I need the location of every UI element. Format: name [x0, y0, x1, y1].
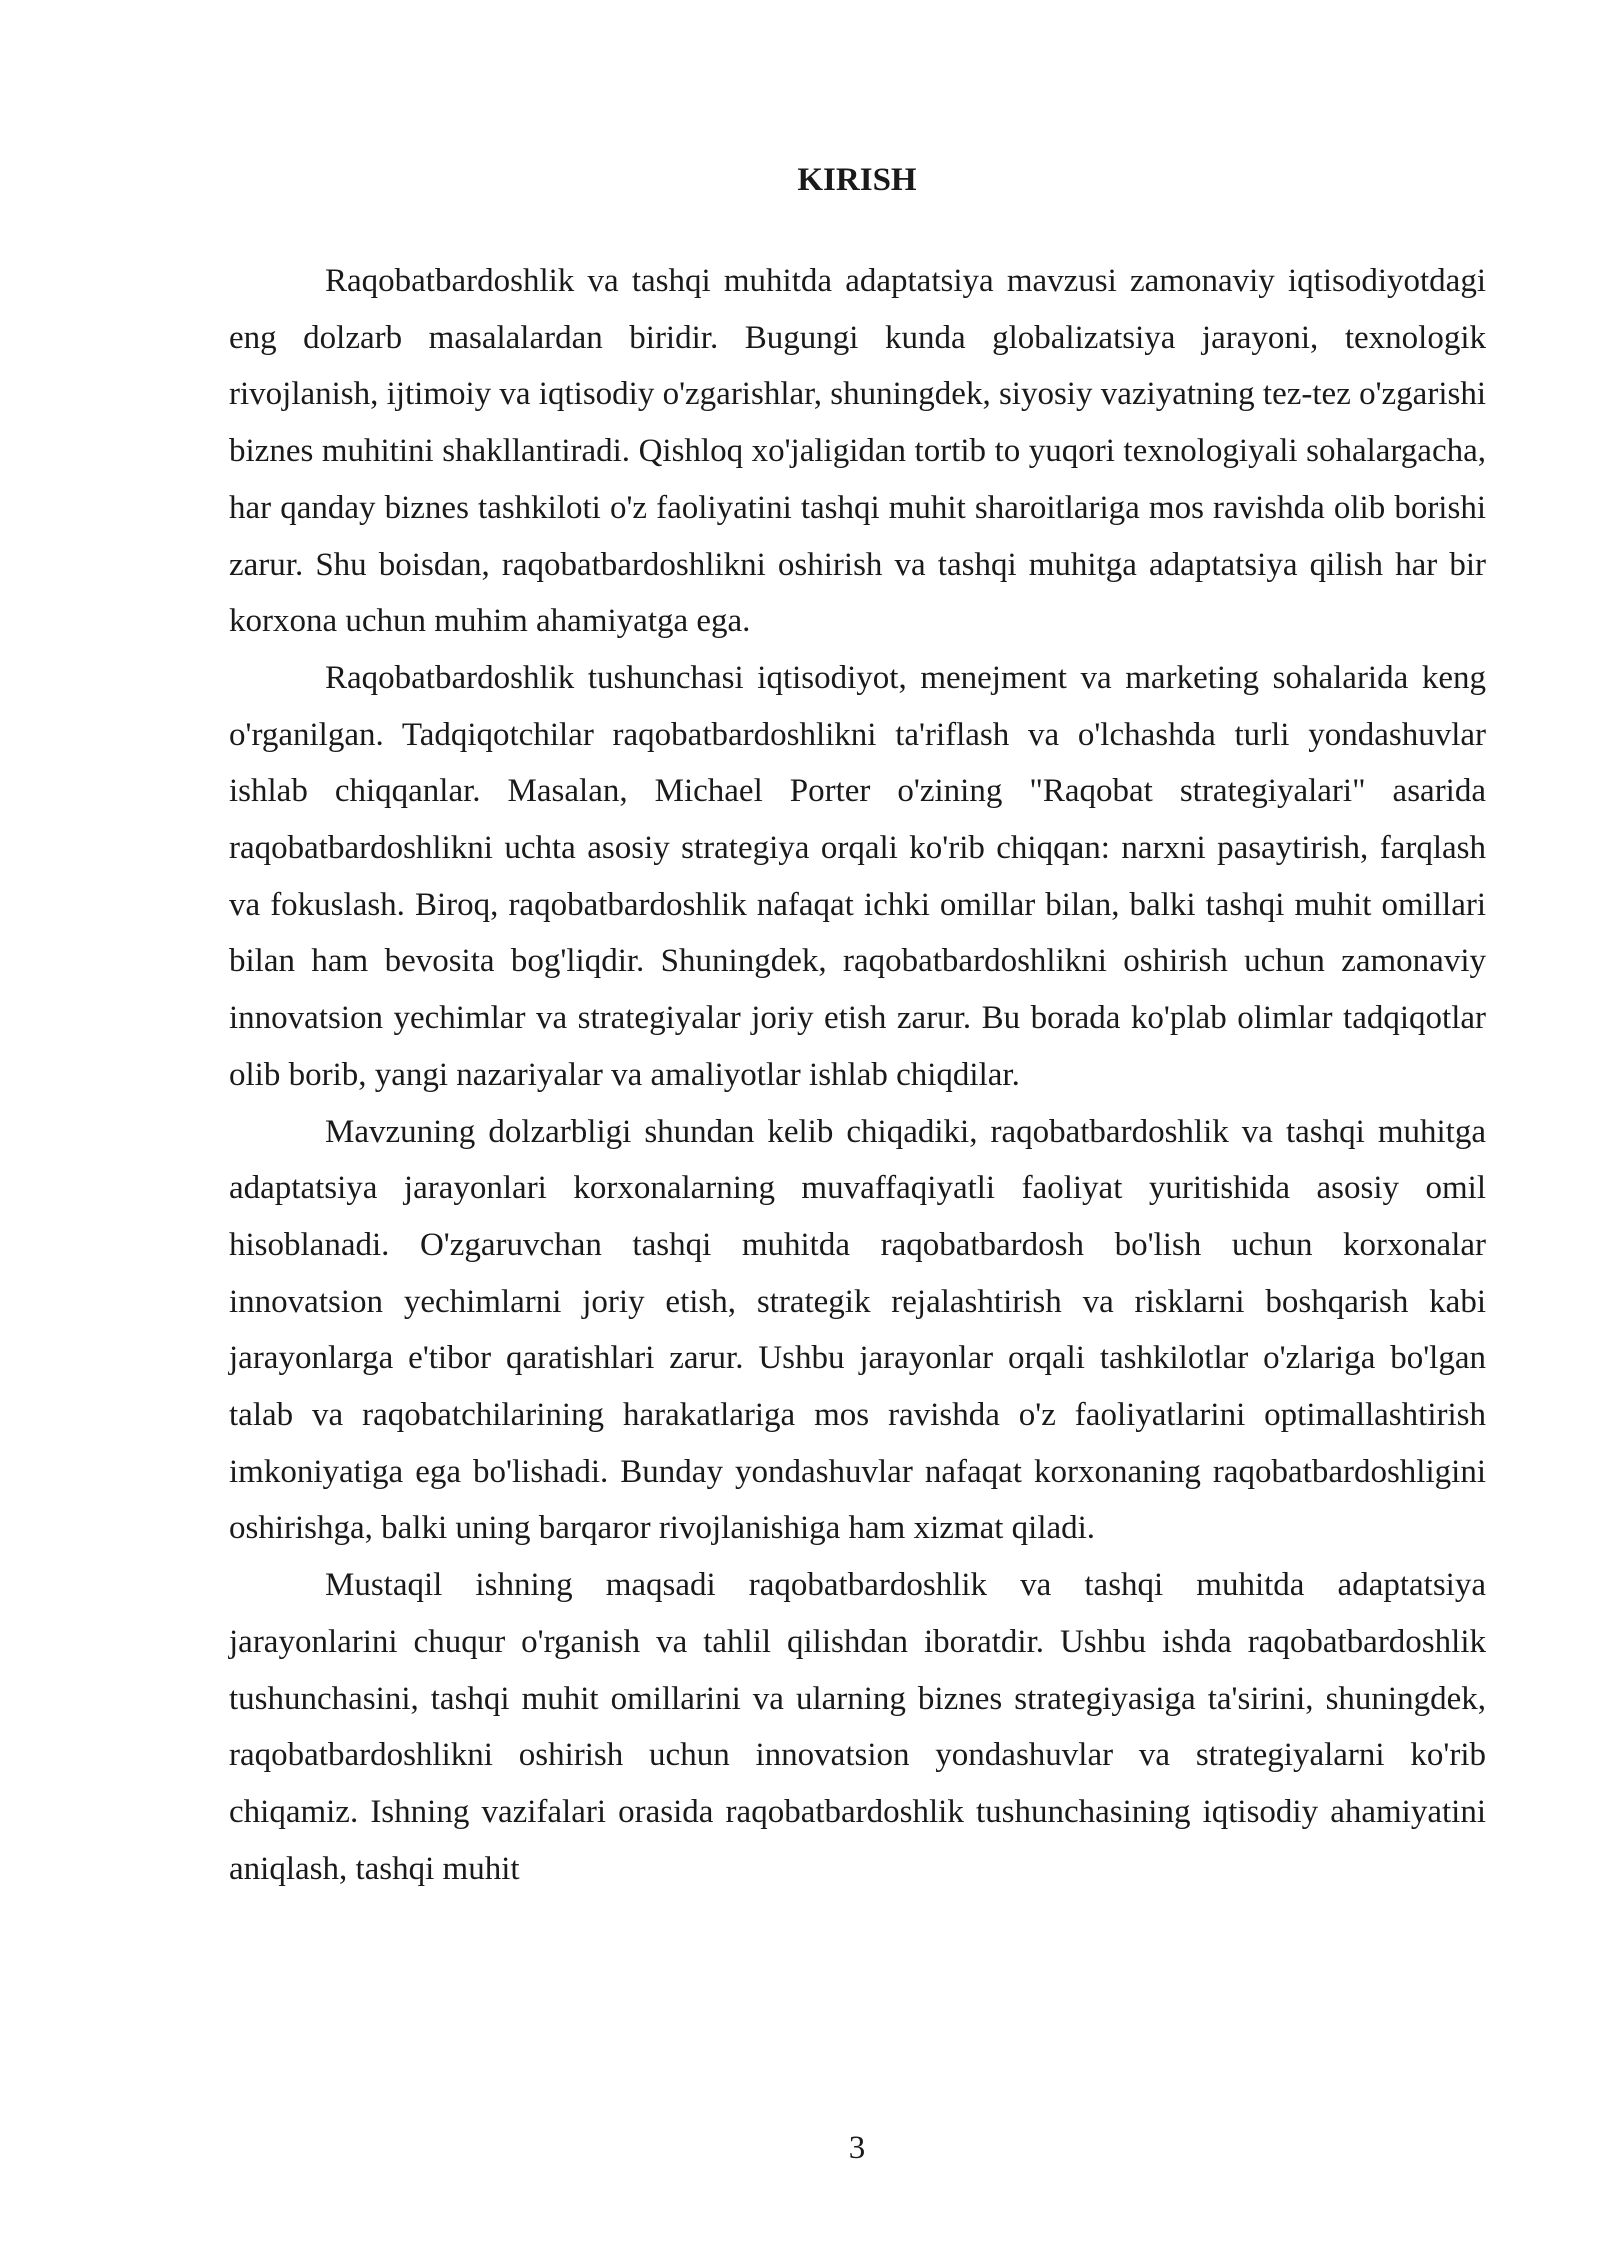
- section-heading: KIRISH: [797, 162, 917, 198]
- page-number: 3: [848, 2130, 866, 2166]
- paragraph-4: Mustaqil ishning maqsadi raqobatbardoshlik va tashqi muhitda adaptatsiya jarayonlarini chuqur o'rganish va tahlil qilishdan iboratdir. Ushbu ishda raqobatbardoshlik tushunchasini, tashqi muhit omillarini va ularning biznes strategiyasiga ta'sirini, shuningdek, raqobatbardoshlikni oshirish uchun innovatsion yondashuvlar va strategiyalarni ko'rib chiqamiz. Ishning vazifalari orasida raqobatbardoshlik tushunchasining iqtisodiy ahamiyatini aniqlash, tashqi muhit: [229, 1567, 1486, 1887]
- paragraph-2: Raqobatbardoshlik tushunchasi iqtisodiyot, menejment va marketing sohalarida keng o'rganilgan. Tadqiqotchilar raqobatbardoshlikni ta'riflash va o'lchashda turli yondashuvlar ishlab chiqqanlar. Masalan, Michael Porter o'zining "Raqobat strategiyalari" asarida raqobatbardoshlikni uchta asosiy strategiya orqali ko'rib chiqqan: narxni pasaytirish, farqlash va fokuslash. Biroq, raqobatbardoshlik nafaqat ichki omillar bilan, balki tashqi muhit omillari bilan ham bevosita bog'liqdir. Shuningdek, raqobatbardoshlikni oshirish uchun zamonaviy innovatsion yechimlar va strategiyalar joriy etish zarur. Bu borada ko'plab olimlar tadqiqotlar olib borib, yangi nazariyalar va amaliyotlar ishlab chiqdilar.: [229, 659, 1486, 1093]
- paragraph-1: Raqobatbardoshlik va tashqi muhitda adaptatsiya mavzusi zamonaviy iqtisodiyotdagi eng dolzarb masalalardan biridir. Bugungi kunda globalizatsiya jarayoni, texnologik rivojlanish, ijtimoiy va iqtisodiy o'zgarishlar, shuningdek, siyosiy vaziyatning tez-tez o'zgarishi biznes muhitini shakllantiradi. Qishloq xo'jaligidan tortib to yuqori texnologiyali sohalargacha, har qanday biznes tashkiloti o'z faoliyatini tashqi muhit sharoitlariga mos ravishda olib borishi zarur. Shu boisdan, raqobatbardoshlikni oshirish va tashqi muhitga adaptatsiya qilish har bir korxona uchun muhim ahamiyatga ega.: [229, 263, 1486, 640]
- body-text: [229, 253, 1486, 1897]
- paragraph-3: Mavzuning dolzarbligi shundan kelib chiqadiki, raqobatbardoshlik va tashqi muhitga adaptatsiya jarayonlari korxonalarning muvaffaqiyatli faoliyat yuritishida asosiy omil hisoblanadi. O'zgaruvchan tashqi muhitda raqobatbardosh bo'lish uchun korxonalar innovatsion yechimlarni joriy etish, strategik rejalashtirish va risklarni boshqarish kabi jarayonlarga e'tibor qaratishlari zarur. Ushbu jarayonlar orqali tashkilotlar o'zlariga bo'lgan talab va raqobatchilarining harakatlariga mos ravishda o'z faoliyatlarini optimallashtirish imkoniyatiga ega bo'lishadi. Bunday yondashuvlar nafaqat korxonaning raqobatbardoshligini oshirishga, balki uning barqaror rivojlanishiga ham xizmat qiladi.: [229, 1113, 1486, 1547]
